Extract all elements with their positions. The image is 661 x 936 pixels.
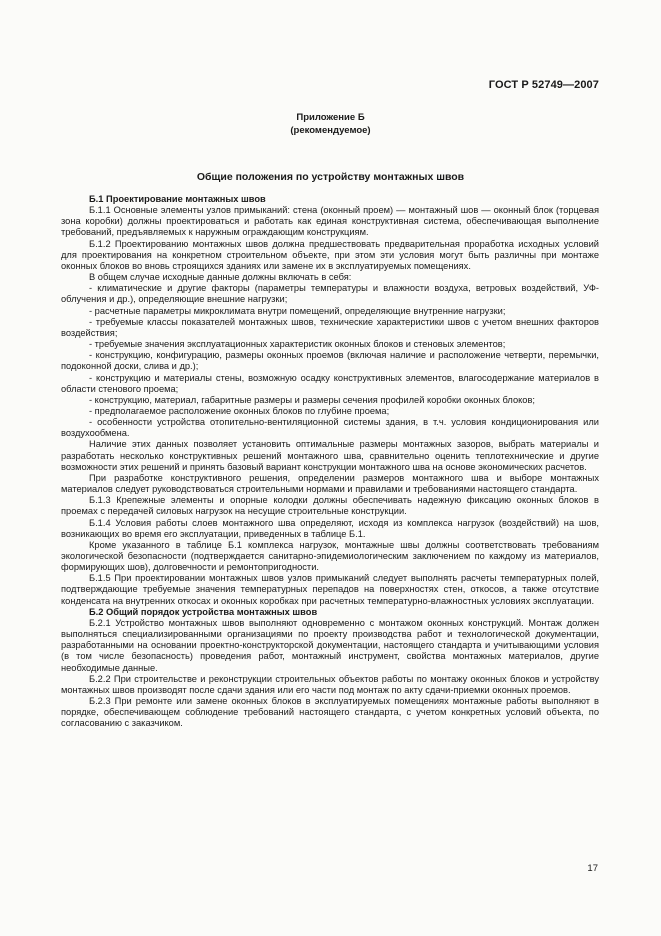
paragraph: - требуемые классы показателей монтажных швов, технические характеристики швов с учетом внешних факторов воздействия;: [61, 316, 599, 338]
paragraph: В общем случае исходные данные должны включать в себя:: [89, 272, 352, 283]
document-body: [61, 194, 599, 730]
paragraph: Кроме указанного в таблице Б.1 комплекса нагрузок, монтажные швы должны соответствовать требованиям экологической безопасности (подтверждается санитарно-эпидемиологическим заключением по каждому из материалов, формирующих шов), долговечности и ремонтопригодности.: [61, 539, 599, 573]
appendix-subtitle: (рекомендуемое): [290, 124, 371, 136]
paragraph: Б.1.3 Крепежные элементы и опорные колодки должны обеспечивать надежную фиксацию оконных блоков в проемах с передачей силовых нагрузок на несущие строительные конструкции.: [61, 495, 599, 517]
paragraph: - требуемые значения эксплуатационных характеристик оконных блоков и стеновых элементов;: [89, 339, 506, 350]
section-heading: Б.1 Проектирование монтажных швов: [89, 194, 266, 204]
paragraph: - конструкцию, конфигурацию, размеры оконных проемов (включая наличие и расположение четверти, перемычки, подоконной доски, слива и др.);: [61, 350, 599, 372]
paragraph: - особенности устройства отопительно-вентиляционной системы здания, в т.ч. условия кондиционирования или воздухообмена.: [61, 417, 599, 439]
paragraph: При разработке конструктивного решения, определении размеров монтажного шва и выборе монтажных материалов следует руководствоваться строительными нормами и правилами и требованиями настоящего стандарта.: [61, 472, 599, 495]
paragraph: Б.2.2 При строительстве и реконструкции строительных объектов работы по монтажу оконных блоков и устройству монтажных швов производят после сдачи здания или его части под монтаж по акту сдачи-приемки оконных проемов.: [61, 673, 599, 695]
paragraph: - предполагаемое расположение оконных блоков по глубине проема;: [89, 405, 390, 416]
paragraph: - климатические и другие факторы (параметры температуры и влажности воздуха, ветровых воздействий, УФ-облучения и др.), определяющие внешние нагрузки;: [61, 283, 599, 305]
paragraph: Б.1.1 Основные элементы узлов примыканий: стена (оконный проем) — монтажный шов — оконный блок (торцевая зона коробки) должны проектироваться и работать как единая конструктивная система, обеспечивающая выполнение требований, предъявляемых к наружным ограждающим конструкциям.: [61, 205, 599, 238]
paragraph: - расчетные параметры микроклимата внутри помещений, определяющие внутренние нагрузки;: [89, 305, 506, 316]
paragraph: - конструкцию, материал, габаритные размеры и размеры сечения профилей коробки оконных блоков;: [89, 394, 535, 405]
paragraph: Б.1.5 При проектировании монтажных швов узлов примыканий следует выполнять расчеты температурных полей, подтверждающие требуемые значения температурных перепадов на поверхностях стен, откосов, а также отсутствие конденсата на внутренних откосах и оконных коробках при расчетных температурно-влажностных условиях эксплуатации.: [61, 573, 599, 606]
section-heading: Б.2 Общий порядок устройства монтажных швов: [89, 606, 318, 617]
paragraph: Б.1.2 Проектированию монтажных швов должна предшествовать предварительная проработка исходных условий для проектирования на конкретном строительном объекте, при этом эти условия могут быть различны при монтаже оконных блоков во вновь строящихся зданиях или замене их в эксплуатируемых помещениях.: [61, 238, 599, 271]
paragraph: Наличие этих данных позволяет установить оптимальные размеры монтажных зазоров, выбрать материалы и разработать несколько конструктивных решений монтажного шва, сравнительно оценить теплотехнические и другие возможности этих решений и принять базовый вариант конструкции монтажного шва на основе экономических расчетов.: [61, 439, 599, 472]
page-number: 17: [587, 863, 598, 874]
paragraph: Б.1.4 Условия работы слоев монтажного шва определяют, исходя из комплекса нагрузок (воздействий) на шов, возникающих во время его эксплуатации, приведенных в таблице Б.1.: [61, 517, 599, 539]
paragraph: Б.2.1 Устройство монтажных швов выполняют одновременно с монтажом оконных конструкций. Монтаж должен выполняться специализированными организациями по проекту производства работ и технологической документации, разработанными на основании проектно-конструкторской документации, настоящего стандарта и учитывающими условия (в том числе безопасность) проведения работ, монтажный инструмент, свойства монтажных материалов, другие необходимые данные.: [61, 617, 599, 673]
paragraph: - конструкцию и материалы стены, возможную осадку конструктивных элементов, влагосодержание материалов в области стенового проема;: [61, 372, 599, 394]
document-title: Общие положения по устройству монтажных швов: [196, 171, 465, 183]
standard-code: ГОСТ Р 52749—2007: [488, 79, 599, 91]
paragraph: Б.2.3 При ремонте или замене оконных блоков в эксплуатируемых помещениях монтажные работы выполняют в порядке, обеспечивающем соблюдение требований настоящего стандарта, с учетом конкретных условий объекта, по согласованию с заказчиком.: [61, 696, 599, 729]
appendix-title: Приложение Б: [296, 112, 365, 123]
appendix-block: [0, 112, 661, 137]
